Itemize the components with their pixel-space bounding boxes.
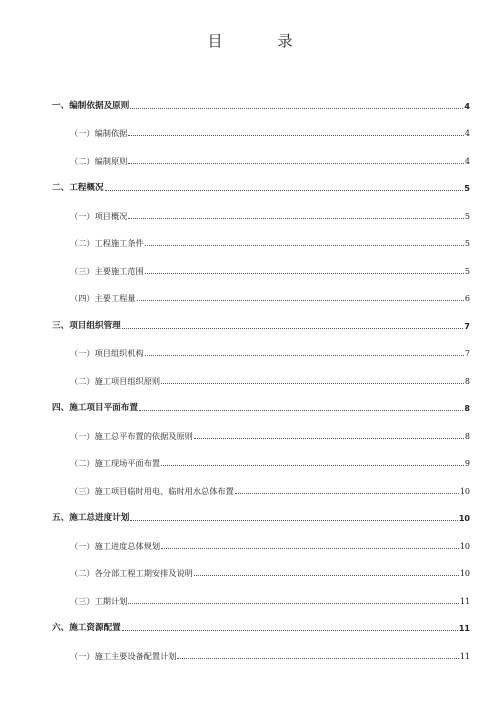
toc-list — [52, 84, 470, 662]
toc-page-number: 5 — [464, 239, 470, 248]
toc-chapter-entry[interactable] — [52, 387, 470, 415]
toc-section-entry[interactable] — [52, 442, 470, 470]
toc-page-number: 4 — [464, 156, 470, 166]
toc-entry-label: （一）编制依据 — [70, 128, 128, 138]
toc-dot-leader — [145, 355, 464, 356]
toc-page-number: 4 — [464, 129, 470, 138]
toc-entry-label: （一）施工进度总体规划 — [70, 540, 161, 551]
toc-dot-leader — [137, 300, 464, 301]
toc-page-number: 10 — [459, 486, 470, 496]
toc-dot-leader — [130, 108, 463, 109]
toc-page-number: 5 — [464, 211, 470, 221]
toc-chapter-entry[interactable] — [52, 84, 470, 112]
toc-title: 目 录 — [207, 32, 313, 50]
toc-entry-label: （三）施工项目临时用电、临时用水总体布置 — [70, 485, 234, 496]
toc-chapter-entry[interactable] — [52, 304, 470, 332]
toc-entry-label: 一、编制依据及原则 — [52, 100, 130, 111]
toc-chapter-entry[interactable] — [52, 607, 470, 635]
toc-section-entry[interactable] — [52, 359, 470, 387]
toc-entry-label: （二）编制原则 — [70, 155, 128, 166]
toc-chapter-entry[interactable] — [52, 497, 470, 525]
toc-dot-leader — [145, 273, 464, 274]
toc-section-entry[interactable] — [52, 112, 470, 140]
toc-entry-label: （二）各分部工程工期安排及说明 — [70, 568, 193, 578]
toc-entry-label: （二）施工项目组织原则 — [70, 375, 161, 386]
toc-dot-leader — [128, 135, 464, 136]
toc-section-entry[interactable] — [52, 469, 470, 497]
toc-page-number: 5 — [464, 184, 470, 193]
toc-page-number: 6 — [464, 294, 470, 303]
toc-entry-label: （四）主要工程量 — [70, 293, 136, 303]
toc-section-entry[interactable] — [52, 222, 470, 250]
toc-entry-label: 三、项目组织管理 — [52, 320, 121, 331]
toc-entry-label: （一）项目概况 — [70, 210, 128, 221]
toc-page-number: 11 — [458, 624, 470, 633]
toc-dot-leader — [161, 465, 464, 466]
toc-section-entry[interactable] — [52, 139, 470, 167]
toc-section-entry[interactable] — [52, 277, 470, 305]
toc-page-number: 7 — [464, 349, 470, 358]
toc-dot-leader — [177, 658, 458, 659]
toc-entry-label: 四、施工项目平面布置 — [52, 403, 138, 413]
toc-dot-leader — [128, 603, 458, 604]
toc-entry-label: （一）施工主要设备配置计划 — [70, 650, 177, 661]
toc-entry-label: 五、施工总进度计划 — [52, 513, 130, 523]
toc-section-entry[interactable] — [52, 249, 470, 277]
toc-chapter-entry[interactable] — [52, 167, 470, 195]
toc-page-number: 8 — [464, 431, 470, 441]
toc-dot-leader — [194, 438, 464, 439]
toc-dot-leader — [235, 493, 459, 494]
toc-entry-label: 六、施工资源配置 — [52, 623, 121, 633]
toc-entry-label: （三）工期计划 — [70, 595, 128, 606]
toc-section-entry[interactable] — [52, 194, 470, 222]
toc-page-number: 11 — [459, 651, 470, 661]
toc-dot-leader — [139, 410, 463, 411]
toc-section-entry[interactable] — [52, 414, 470, 442]
toc-entry-label: （一）项目组织机构 — [70, 348, 144, 358]
toc-dot-leader — [161, 548, 459, 549]
toc-page-number: 7 — [464, 321, 470, 331]
toc-dot-leader — [122, 328, 464, 329]
toc-entry-label: （二）工程施工条件 — [70, 238, 144, 248]
toc-page-number: 10 — [459, 541, 470, 551]
toc-section-entry[interactable] — [52, 579, 470, 607]
toc-section-entry[interactable] — [52, 524, 470, 552]
toc-dot-leader — [194, 575, 459, 576]
toc-entry-label: （二）施工现场平面布置 — [70, 458, 161, 468]
toc-page-number: 10 — [458, 514, 470, 523]
toc-page-number: 8 — [464, 404, 470, 413]
toc-entry-label: 二、工程概况 — [52, 183, 104, 193]
toc-dot-leader — [128, 218, 464, 219]
toc-dot-leader — [105, 190, 464, 191]
toc-dot-leader — [145, 245, 464, 246]
toc-dot-leader — [128, 163, 464, 164]
toc-page-number: 10 — [459, 569, 470, 578]
toc-section-entry[interactable] — [52, 552, 470, 580]
toc-page-number: 8 — [464, 376, 470, 386]
toc-page-number: 9 — [464, 459, 470, 468]
toc-dot-leader — [130, 520, 458, 521]
toc-page-number: 11 — [459, 596, 470, 606]
toc-section-entry[interactable] — [52, 332, 470, 360]
toc-section-entry[interactable] — [52, 634, 470, 662]
toc-entry-label: （一）施工总平布置的依据及原则 — [70, 430, 193, 441]
toc-dot-leader — [161, 383, 464, 384]
toc-page-number: 4 — [464, 101, 470, 111]
toc-entry-label: （三）主要施工范围 — [70, 265, 144, 276]
toc-dot-leader — [122, 630, 458, 631]
toc-page-number: 5 — [464, 266, 470, 276]
